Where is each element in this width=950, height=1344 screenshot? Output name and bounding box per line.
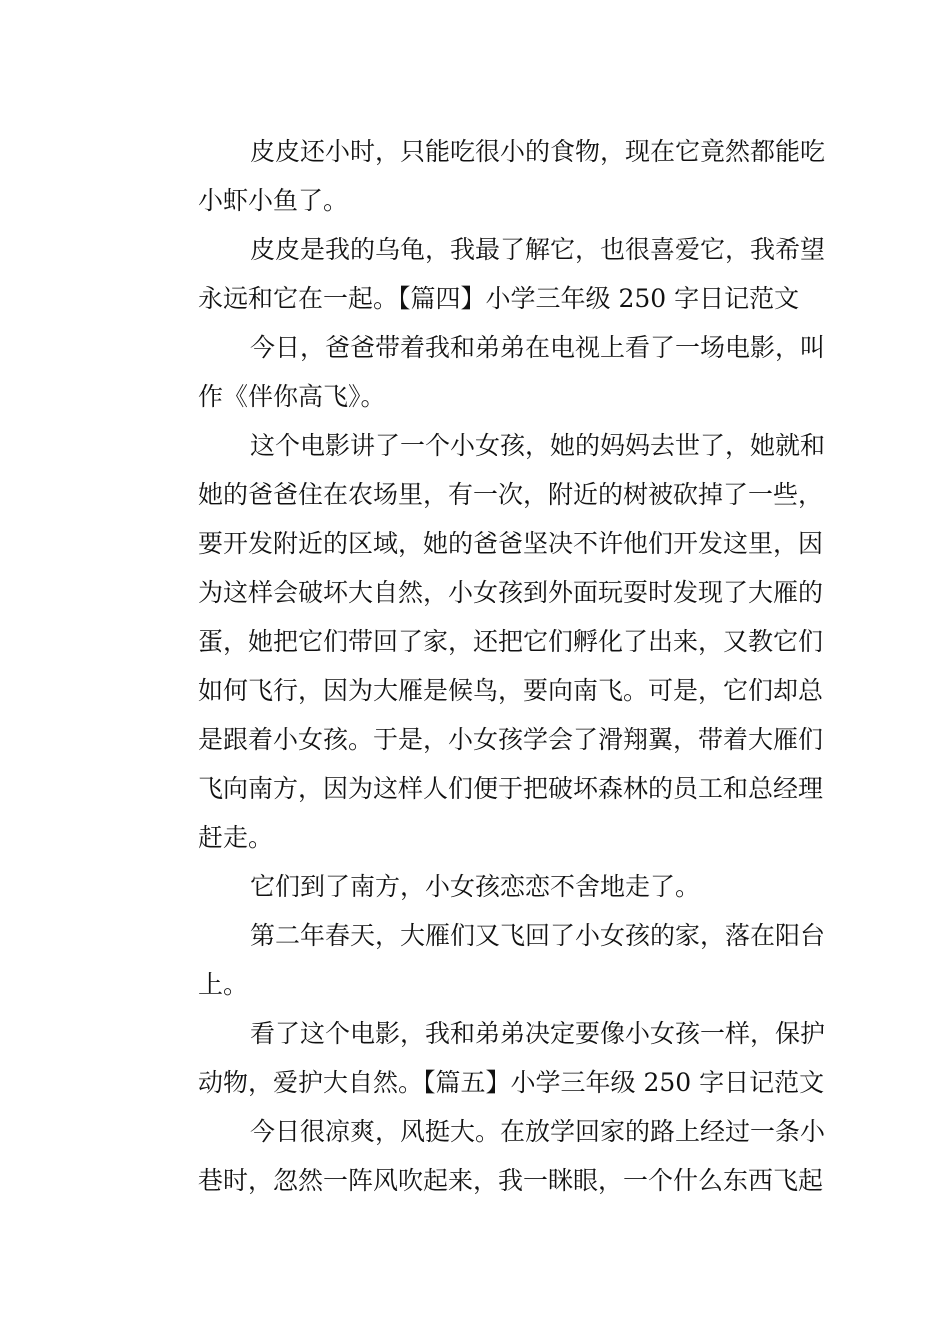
paragraph-4 [146,421,826,862]
paragraph-2 [146,225,826,323]
text-line: 今日很凉爽，风挺大。在放学回家的路上经过一条小 [250,1117,826,1146]
text-line: 她的爸爸住在农场里，有一次，附近的树被砍掉了一些， [198,480,824,509]
text-line: 动物，爱护大自然。【篇五】小学三年级 250 字日记范文 [198,1068,825,1097]
text-line: 要开发附近的区域，她的爸爸坚决不许他们开发这里，因 [198,529,824,558]
paragraph-1 [146,127,826,225]
text-line: 小虾小鱼了。 [198,186,349,215]
text-line: 这个电影讲了一个小女孩，她的妈妈去世了，她就和 [250,431,826,460]
text-line: 看了这个电影，我和弟弟决定要像小女孩一样，保护 [250,1019,826,1048]
paragraph-8 [146,1107,826,1205]
text-line: 上。 [198,970,249,999]
paragraph-3 [146,323,826,421]
paragraph-7 [146,1009,826,1107]
text-line: 巷时，忽然一阵风吹起来，我一眯眼，一个什么东西飞起 [198,1166,824,1195]
text-line: 今日，爸爸带着我和弟弟在电视上看了一场电影，叫 [250,333,826,362]
text-line: 蛋，她把它们带回了家，还把它们孵化了出来，又教它们 [198,627,824,656]
text-line: 它们到了南方，小女孩恋恋不舍地走了。 [250,872,701,901]
text-line: 是跟着小女孩。于是，小女孩学会了滑翔翼，带着大雁们 [198,725,824,754]
text-line: 飞向南方，因为这样人们便于把破坏森林的员工和总经理 [198,774,824,803]
text-line: 皮皮还小时，只能吃很小的食物，现在它竟然都能吃 [250,137,826,166]
document-page [146,127,826,1205]
paragraph-5 [146,862,806,911]
text-line: 如何飞行，因为大雁是候鸟，要向南飞。可是，它们却总 [198,676,824,705]
text-line: 为这样会破坏大自然，小女孩到外面玩耍时发现了大雁的 [198,578,824,607]
text-line: 赶走。 [198,823,274,852]
text-line: 皮皮是我的乌龟，我最了解它，也很喜爱它，我希望 [250,235,826,264]
paragraph-6 [146,911,826,1009]
text-line: 作《伴你高飞》。 [198,382,386,411]
text-line: 永远和它在一起。【篇四】小学三年级 250 字日记范文 [198,284,800,313]
text-line: 第二年春天，大雁们又飞回了小女孩的家，落在阳台 [250,921,826,950]
